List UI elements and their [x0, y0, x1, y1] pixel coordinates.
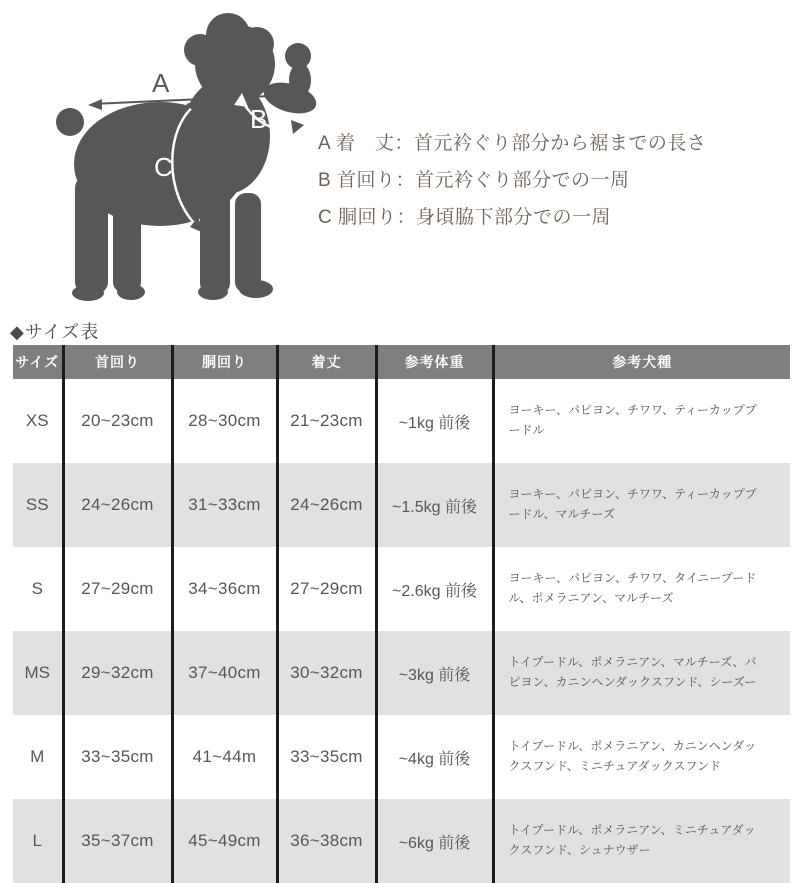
weight-cell: ~4kg 前後: [376, 715, 493, 799]
header-length: 着丈: [277, 345, 376, 379]
breeds-cell: トイプードル、ポメラニアン、マルチーズ、パピヨン、カニンヘンダックスフンド、シーズー: [493, 631, 790, 715]
girth-cell: 28~30cm: [172, 379, 277, 463]
size-cell: L: [13, 799, 63, 883]
girth-cell: 41~44m: [172, 715, 277, 799]
length-cell: 27~29cm: [277, 547, 376, 631]
header-weight: 参考体重: [376, 345, 493, 379]
table-row-s: [13, 547, 790, 631]
length-cell: 24~26cm: [277, 463, 376, 547]
label-b: B: [250, 104, 268, 134]
header-breeds: 参考犬種: [493, 345, 790, 379]
label-c: C: [154, 152, 173, 182]
weight-cell: ~2.6kg 前後: [376, 547, 493, 631]
neck-cell: 24~26cm: [63, 463, 172, 547]
size-cell: XS: [13, 379, 63, 463]
size-cell: SS: [13, 463, 63, 547]
header-girth: 胴回り: [172, 345, 277, 379]
neck-cell: 27~29cm: [63, 547, 172, 631]
breeds-cell: ヨーキー、パピヨン、チワワ、ティーカッププードル: [508, 403, 757, 437]
girth-cell: 34~36cm: [172, 547, 277, 631]
size-cell: M: [13, 715, 63, 799]
breeds-cell: トイプードル、ポメラニアン、カニンヘンダックスフンド、ミニチュアダックスフンド: [508, 739, 757, 773]
girth-cell: 37~40cm: [172, 631, 277, 715]
length-cell: 30~32cm: [277, 631, 376, 715]
size-table: [13, 345, 790, 883]
dog-body-shapes: [56, 13, 320, 301]
neck-cell: 33~35cm: [63, 715, 172, 799]
table-row-l: [13, 799, 790, 883]
neck-cell: 29~32cm: [63, 631, 172, 715]
length-cell: 33~35cm: [277, 715, 376, 799]
neck-cell: 20~23cm: [63, 379, 172, 463]
weight-cell: ~6kg 前後: [376, 799, 493, 883]
size-cell: S: [13, 547, 63, 631]
weight-cell: ~1kg 前後: [376, 379, 493, 463]
girth-cell: 45~49cm: [172, 799, 277, 883]
table-row-ss: [13, 463, 790, 547]
neck-cell: 35~37cm: [63, 799, 172, 883]
label-a: A: [152, 68, 170, 98]
legend-line-c: C 胴回り：身頃脇下部分での一周: [318, 207, 612, 228]
size-chart-title: ◆サイズ表: [10, 322, 100, 342]
table-row-xs: [13, 379, 790, 463]
size-cell: MS: [13, 631, 63, 715]
weight-cell: ~3kg 前後: [376, 631, 493, 715]
girth-cell: 31~33cm: [172, 463, 277, 547]
dog-silhouette-illustration: [50, 8, 330, 310]
breeds-cell: トイプードル、ポメラニアン、ミニチュアダックスフンド、シュナウザー: [493, 799, 790, 883]
legend-line-a: A 着 丈：首元衿ぐり部分から裾までの長さ: [318, 133, 707, 154]
length-cell: 36~38cm: [277, 799, 376, 883]
header-size: サイズ: [13, 345, 63, 379]
header-neck: 首回り: [63, 345, 172, 379]
table-row-ms: [13, 631, 790, 715]
length-cell: 21~23cm: [277, 379, 376, 463]
weight-cell: ~1.5kg 前後: [376, 463, 493, 547]
table-header-row: [13, 345, 790, 379]
table-row-m: [13, 715, 790, 799]
legend-line-b: B 首回り：首元衿ぐり部分での一周: [318, 170, 630, 191]
breeds-cell: ヨーキー、パピヨン、チワワ、ティーカッププードル、マルチーズ: [493, 463, 790, 547]
breeds-cell: ヨーキー、パピヨン、チワワ、タイニープードル、ポメラニアン、マルチーズ: [508, 571, 757, 605]
